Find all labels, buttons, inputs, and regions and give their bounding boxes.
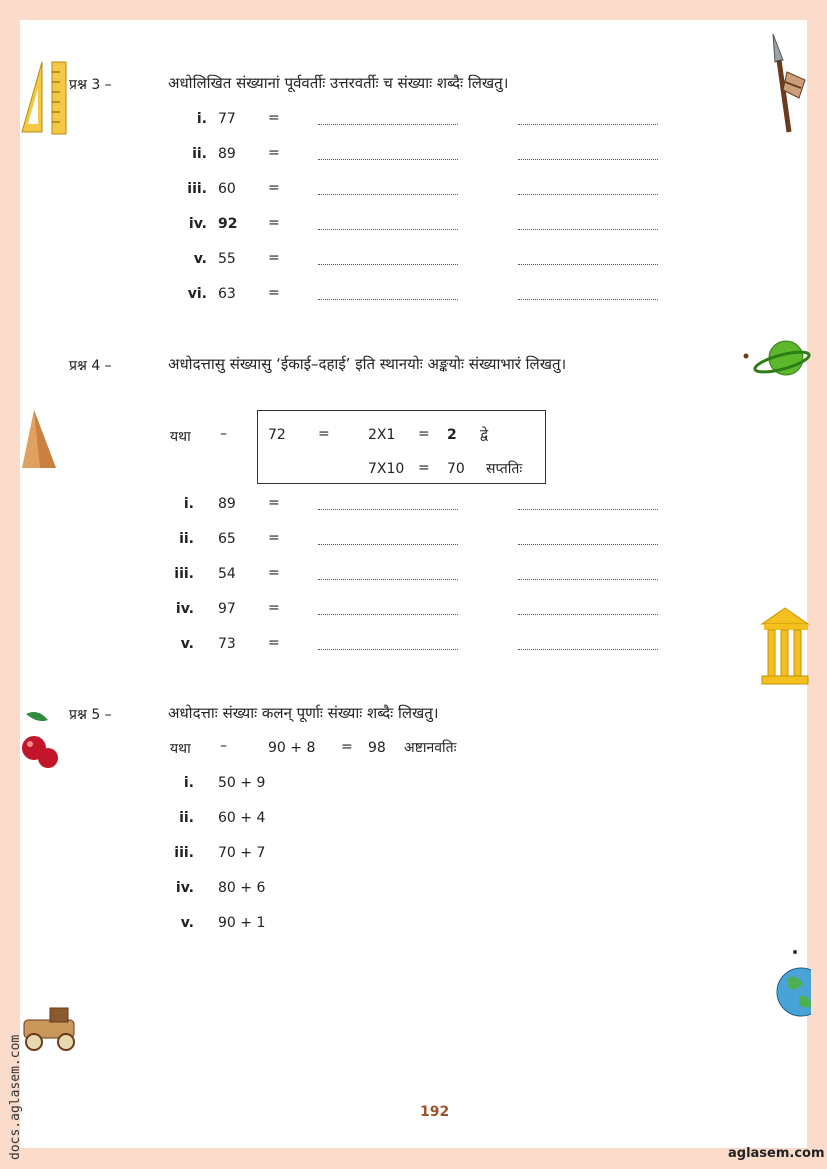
example-units-value: 2: [447, 427, 457, 443]
row-roman: iv.: [175, 601, 194, 617]
ruler-set-square-icon: [20, 58, 68, 136]
answer-blank-tens[interactable]: [518, 614, 658, 615]
page-number: 192: [420, 1104, 450, 1120]
row-expression: 50 + 9: [218, 775, 266, 791]
example-units-word: द्वे: [480, 427, 489, 443]
question-4-text: अधोदत्तासु संख्यासु ‘ईकाई–दहाई’ इति स्थानयोः अङ्कयोः संख्याभारं लिखतु।: [168, 355, 567, 373]
answer-blank-successor[interactable]: [518, 194, 658, 195]
answer-blank-units[interactable]: [318, 544, 458, 545]
row-equals: =: [268, 600, 280, 616]
example-units-equals: =: [418, 426, 430, 442]
answer-blank-predecessor[interactable]: [318, 229, 458, 230]
row-equals: =: [268, 250, 280, 266]
vintage-car-icon: [20, 1000, 84, 1056]
example-expression: 90 + 8: [268, 740, 316, 756]
answer-blank-successor[interactable]: [518, 264, 658, 265]
row-roman: i.: [196, 111, 207, 127]
row-roman: v.: [180, 636, 194, 652]
example-tens-equals: =: [418, 460, 430, 476]
row-expression: 60 + 4: [218, 810, 266, 826]
row-roman: iii.: [174, 566, 194, 582]
row-roman: ii.: [179, 531, 194, 547]
row-roman: ii.: [192, 146, 207, 162]
row-equals: =: [268, 530, 280, 546]
row-equals: =: [268, 110, 280, 126]
answer-blank-predecessor[interactable]: [318, 159, 458, 160]
row-equals: =: [268, 565, 280, 581]
example-dash: –: [220, 738, 227, 754]
row-equals: =: [268, 285, 280, 301]
row-number: 92: [218, 216, 238, 232]
row-roman: v.: [193, 251, 207, 267]
answer-blank-tens[interactable]: [518, 509, 658, 510]
worksheet-page: [20, 20, 807, 1148]
pyramid-icon: [20, 408, 58, 470]
answer-blank-predecessor[interactable]: [318, 124, 458, 125]
question-5-label: प्रश्न 5 –: [69, 707, 112, 723]
fruit-cherries-icon: [20, 706, 60, 776]
temple-pillars-icon: [760, 606, 810, 686]
answer-blank-units[interactable]: [318, 579, 458, 580]
question-3-label: प्रश्न 3 –: [69, 77, 112, 93]
answer-blank-successor[interactable]: [518, 299, 658, 300]
row-number: 60: [218, 181, 236, 197]
brand-footer[interactable]: aglasem.com: [728, 1146, 825, 1161]
example-label: यथा: [170, 741, 191, 757]
answer-blank-predecessor[interactable]: [318, 299, 458, 300]
answer-blank-successor[interactable]: [518, 124, 658, 125]
example-label: यथा: [170, 429, 191, 445]
example-tens-value: 70: [447, 461, 465, 477]
row-roman: iii.: [174, 845, 194, 861]
row-equals: =: [268, 180, 280, 196]
vertical-watermark: docs.aglasem.com: [8, 1034, 23, 1160]
planet-saturn-icon: [742, 336, 812, 384]
question-5-text: अधोदत्ताः संख्याः कलन् पूर्णाः संख्याः शब्दैः लिखतु।: [168, 704, 439, 722]
answer-blank-units[interactable]: [318, 649, 458, 650]
row-expression: 90 + 1: [218, 915, 266, 931]
row-roman: iv.: [188, 216, 207, 232]
row-equals: =: [268, 635, 280, 651]
spear-tool-icon: [765, 32, 810, 137]
row-expression: 70 + 7: [218, 845, 266, 861]
answer-blank-tens[interactable]: [518, 544, 658, 545]
row-expression: 80 + 6: [218, 880, 266, 896]
row-roman: iii.: [187, 181, 207, 197]
answer-blank-predecessor[interactable]: [318, 264, 458, 265]
question-4-label: प्रश्न 4 –: [69, 358, 112, 374]
example-equals: =: [318, 426, 330, 442]
globe-earth-icon: [775, 948, 811, 1020]
answer-blank-successor[interactable]: [518, 229, 658, 230]
row-roman: i.: [183, 496, 194, 512]
row-equals: =: [268, 215, 280, 231]
answer-blank-tens[interactable]: [518, 579, 658, 580]
question-3-text: अधोलिखित संख्यानां पूर्ववर्तीः उत्तरवर्तीः च संख्याः शब्दैः लिखतु।: [168, 74, 509, 92]
row-number: 89: [218, 496, 236, 512]
row-number: 73: [218, 636, 236, 652]
row-roman: v.: [180, 915, 194, 931]
example-equals: =: [341, 739, 353, 755]
answer-blank-predecessor[interactable]: [318, 194, 458, 195]
row-number: 55: [218, 251, 236, 267]
row-roman: vi.: [187, 286, 207, 302]
example-value: 98: [368, 740, 386, 756]
answer-blank-tens[interactable]: [518, 649, 658, 650]
row-number: 65: [218, 531, 236, 547]
row-number: 89: [218, 146, 236, 162]
row-equals: =: [268, 495, 280, 511]
row-roman: iv.: [175, 880, 194, 896]
row-roman: ii.: [179, 810, 194, 826]
row-number: 77: [218, 111, 236, 127]
answer-blank-successor[interactable]: [518, 159, 658, 160]
row-number: 54: [218, 566, 236, 582]
example-units-expr: 2X1: [368, 427, 396, 443]
row-equals: =: [268, 145, 280, 161]
example-word: अष्टानवतिः: [404, 740, 457, 756]
row-number: 63: [218, 286, 236, 302]
example-number: 72: [268, 427, 286, 443]
row-roman: i.: [183, 775, 194, 791]
example-dash: –: [220, 426, 227, 442]
example-tens-expr: 7X10: [368, 461, 405, 477]
answer-blank-units[interactable]: [318, 614, 458, 615]
answer-blank-units[interactable]: [318, 509, 458, 510]
row-number: 97: [218, 601, 236, 617]
example-tens-word: सप्ततिः: [486, 461, 523, 477]
